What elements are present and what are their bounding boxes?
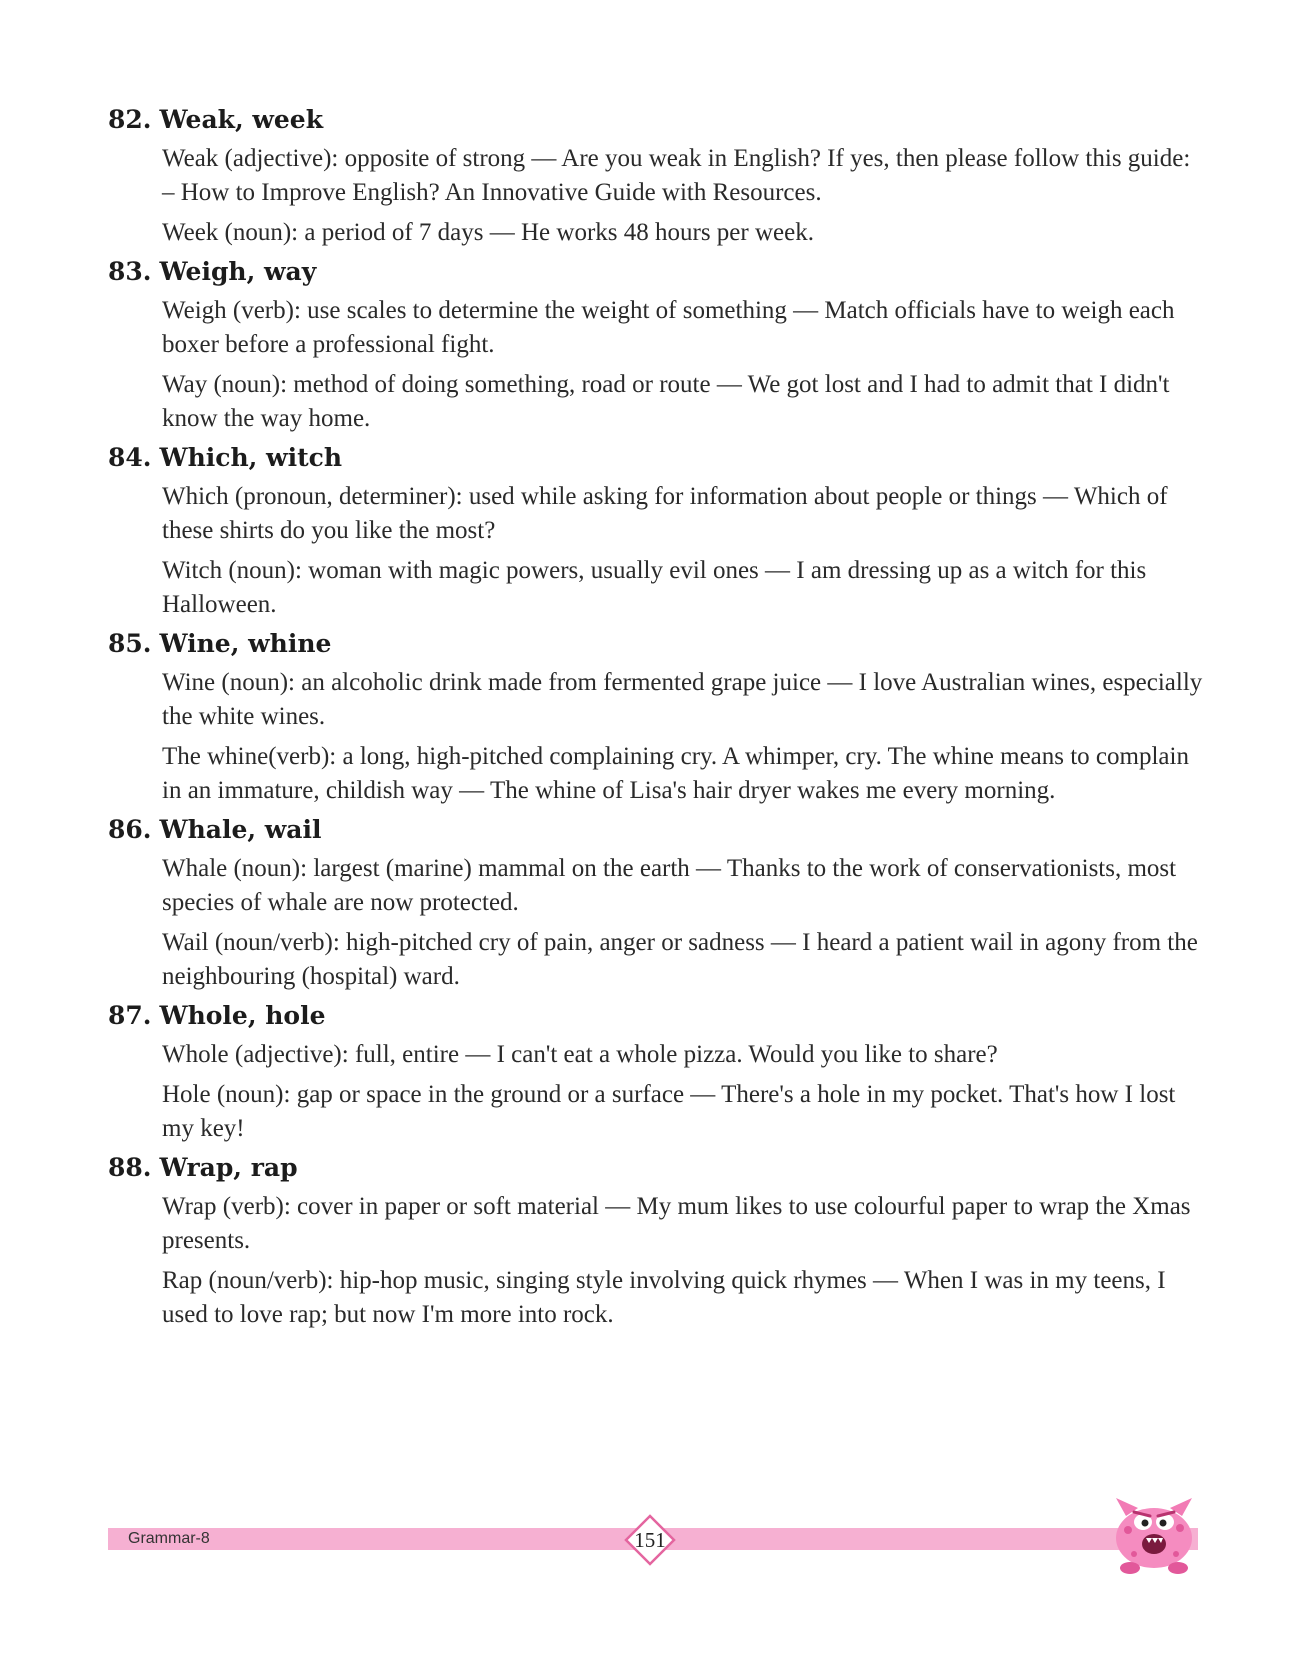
entry-heading: [108, 1152, 1208, 1184]
page-number-badge: [622, 1512, 678, 1568]
entry-87: [108, 1000, 1208, 1146]
entry-number: 87.: [108, 1001, 152, 1030]
entry-number: 88.: [108, 1153, 152, 1182]
entry-heading: [108, 628, 1208, 660]
definition-paragraph: Hole (noun): gap or space in the ground or a surface — There's a hole in my pocket. That's how I lost my key!: [162, 1081, 1176, 1142]
entry-title: Wine, whine: [159, 629, 332, 658]
entry-83: [108, 256, 1208, 436]
definition-paragraph: Witch (noun): woman with magic powers, usually evil ones — I am dressing up as a witch for this Halloween.: [162, 557, 1147, 618]
word-pairs-list: [108, 104, 1208, 1338]
entry-heading: [108, 442, 1208, 474]
definition-paragraph: The whine(verb): a long, high-pitched complaining cry. A whimper, cry. The whine means to complain in an immature, childish way — The whine of Lisa's hair dryer wakes me every morning.: [162, 743, 1189, 804]
entry-82: [108, 104, 1208, 250]
entry-title: Which, witch: [159, 443, 343, 472]
entry-85: [108, 628, 1208, 808]
definition-paragraph: Which (pronoun, determiner): used while asking for information about people or things — Which of these shirts do you like the most?: [162, 483, 1168, 544]
entry-86: [108, 814, 1208, 994]
entry-number: 85.: [108, 629, 152, 658]
definition-paragraph: Week (noun): a period of 7 days — He works 48 hours per week.: [162, 219, 814, 246]
entry-number: 82.: [108, 105, 152, 134]
entry-heading: [108, 256, 1208, 288]
entry-heading: [108, 104, 1208, 136]
entry-number: 83.: [108, 257, 152, 286]
definition-paragraph: Weak (adjective): opposite of strong — Are you weak in English? If yes, then please follow this guide: – How to Improve English? An Innovative Guide with Resources.: [162, 145, 1191, 206]
footer-book-label: Grammar-8: [128, 1530, 210, 1547]
definition-paragraph: Wine (noun): an alcoholic drink made from fermented grape juice — I love Australian wines, especially the white wines.: [162, 669, 1203, 730]
entry-heading: [108, 1000, 1208, 1032]
entry-number: 86.: [108, 815, 152, 844]
entry-88: [108, 1152, 1208, 1332]
entry-title: Weak, week: [159, 105, 324, 134]
definition-paragraph: Weigh (verb): use scales to determine the weight of something — Match officials have to weigh each boxer before a professional fight.: [162, 297, 1175, 358]
definition-paragraph: Rap (noun/verb): hip-hop music, singing style involving quick rhymes — When I was in my teens, I used to love rap; but now I'm more into rock.: [162, 1267, 1166, 1328]
definition-paragraph: Whole (adjective): full, entire — I can't eat a whole pizza. Would you like to share?: [162, 1041, 998, 1068]
page-number: 151: [634, 1528, 666, 1552]
definition-paragraph: Way (noun): method of doing something, road or route — We got lost and I had to admit that I didn't know the way home.: [162, 371, 1170, 432]
entry-title: Whale, wail: [159, 815, 322, 844]
entry-title: Wrap, rap: [159, 1153, 298, 1182]
entry-84: [108, 442, 1208, 622]
entry-title: Weigh, way: [159, 257, 317, 286]
pink-monster-icon: [1108, 1494, 1200, 1576]
entry-number: 84.: [108, 443, 152, 472]
entry-title: Whole, hole: [159, 1001, 326, 1030]
entry-heading: [108, 814, 1208, 846]
definition-paragraph: Whale (noun): largest (marine) mammal on the earth — Thanks to the work of conservationists, most species of whale are now protected.: [162, 855, 1177, 916]
definition-paragraph: Wrap (verb): cover in paper or soft material — My mum likes to use colourful paper to wrap the Xmas presents.: [162, 1193, 1191, 1254]
definition-paragraph: Wail (noun/verb): high-pitched cry of pain, anger or sadness — I heard a patient wail in agony from the neighbouring (hospital) ward.: [162, 929, 1198, 990]
